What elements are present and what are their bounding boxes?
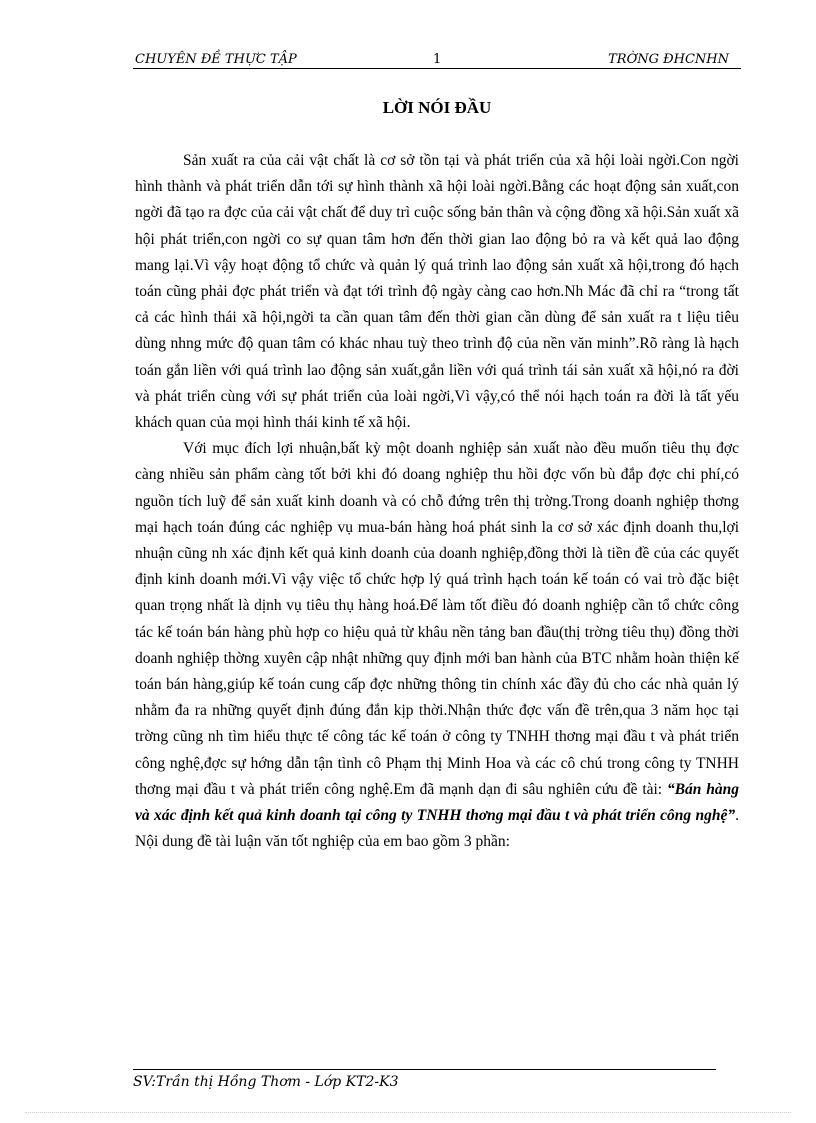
paragraph-2 [135, 436, 739, 855]
paragraph-2-ending: . Nội dung đề tài luận văn tốt nghiệp của em bao gồm 3 phần: [135, 807, 739, 851]
page-footer: SV:Trần thị Hồng Thơm - Lớp KT2-K3 [133, 1069, 716, 1090]
document-body [135, 148, 739, 855]
header-page-number: 1 [433, 52, 442, 67]
thesis-topic: “Bán hàng và xác định kết quả kinh doanh tại công ty TNHH thơng mại đầu t và phát triển công nghệ” [135, 780, 739, 825]
page-header [133, 50, 741, 69]
document-title: LỜI NÓI ĐẦU [382, 98, 492, 117]
page-edge-divider [25, 1112, 791, 1113]
header-left-text: CHUYÊN ĐỀ THỰC TẬP [135, 52, 297, 67]
header-right-text: TRỜNG ĐHCNHN [608, 52, 729, 67]
paragraph-2-text: Với mục đích lợi nhuận,bất kỳ một doanh nghiệp sản xuất nào đều muốn tiêu thụ đợc càng nhiều sản phẩm càng tốt bởi khi đó doang nghiệp thu hồi đợc vốn bù đắp đợc chi phí,có nguồn tích luỹ để sản xuất kinh doanh và có chỗ đứng trên thị trờng.Trong doanh nghiệp thơng mại hạch toán đúng các nghiệp vụ mua-bán hàng hoá phát sinh la cơ sở xác định doanh thu,lợi nhuận cũng nh xác định kết quả kinh doanh của doanh nghiệp,đồng thời là tiền đề của các quyết định kinh doanh mới.Vì vậy việc tổ chức hợp lý quá trình hạch toán kế toán có vai trò đặc biệt quan trọng nhất là dịnh vụ tiêu thụ hàng hoá.Để làm tốt điều đó doanh nghiệp cần tổ chức công tác kế toán bán hàng phù hợp co hiệu quả từ khâu nền tảng ban đầu(thị trờng tiêu thụ) đồng thời doanh nghiệp thờng xuyên cập nhật những quy định mới ban hành của BTC nhằm hoàn thiện kế toán bán hàng,giúp kế toán cung cấp đợc những thông tin chính xác đầy đủ cho các nhà quản lý nhằm đa ra những quyết định đúng đắn kịp thời.Nhận thức đợc vấn đề trên,qua 3 năm học tại trờng cũng nh tìm hiểu thực tế công tác kế toán ở công ty TNHH thơng mại đầu t và phát triển công nghệ,đợc sự hớng dẫn tận tình cô Phạm thị Minh Hoa và các cô chú trong công ty TNHH thơng mại đầu t và phát triển công nghệ.Em đã mạnh dạn đi sâu nghiên cứu đề tài: [135, 440, 739, 798]
paragraph-1: Sản xuất ra của cải vật chất là cơ sở tồn tại và phát triển của xã hội loài ngời.Con ngời hình thành và phát triển dẫn tới sự hình thành xã hội loài ngời.Bằng các hoạt động sản xuất,con ngời đã tạo ra đợc của cải vật chất để duy trì cuộc sống bản thân và cộng đồng xã hội.Sản xuất xã hội phát triển,con ngời co sự quan tâm hơn đến thời gian lao động bỏ ra và kết quả lao động mang lại.Vì vậy hoạt động tổ chức và quản lý quá trình lao động sản xuất xã hội,trong đó hạch toán cũng phải đợc phát triển và đạt tới trình độ ngày càng cao hơn.Nh Mác đã chỉ ra “trong tất cả các hình thái xã hội,ngời ta cần quan tâm đến thời gian cần dùng để sản xuất ra t liệu tiêu dùng nhng mức độ quan tâm có khác nhau tuỳ theo trình độ của nền văn minh”.Rõ ràng là hạch toán gắn liền với quá trình lao động sản xuất,gắn liền với quá trình tái sản xuất xã hội,nó ra đời và phát triển cùng với sự phát triển của loài ngời,Vì vậy,có thể nói hạch toán ra đời là tất yếu khách quan của mọi hình thái kinh tế xã hội. [135, 152, 739, 432]
